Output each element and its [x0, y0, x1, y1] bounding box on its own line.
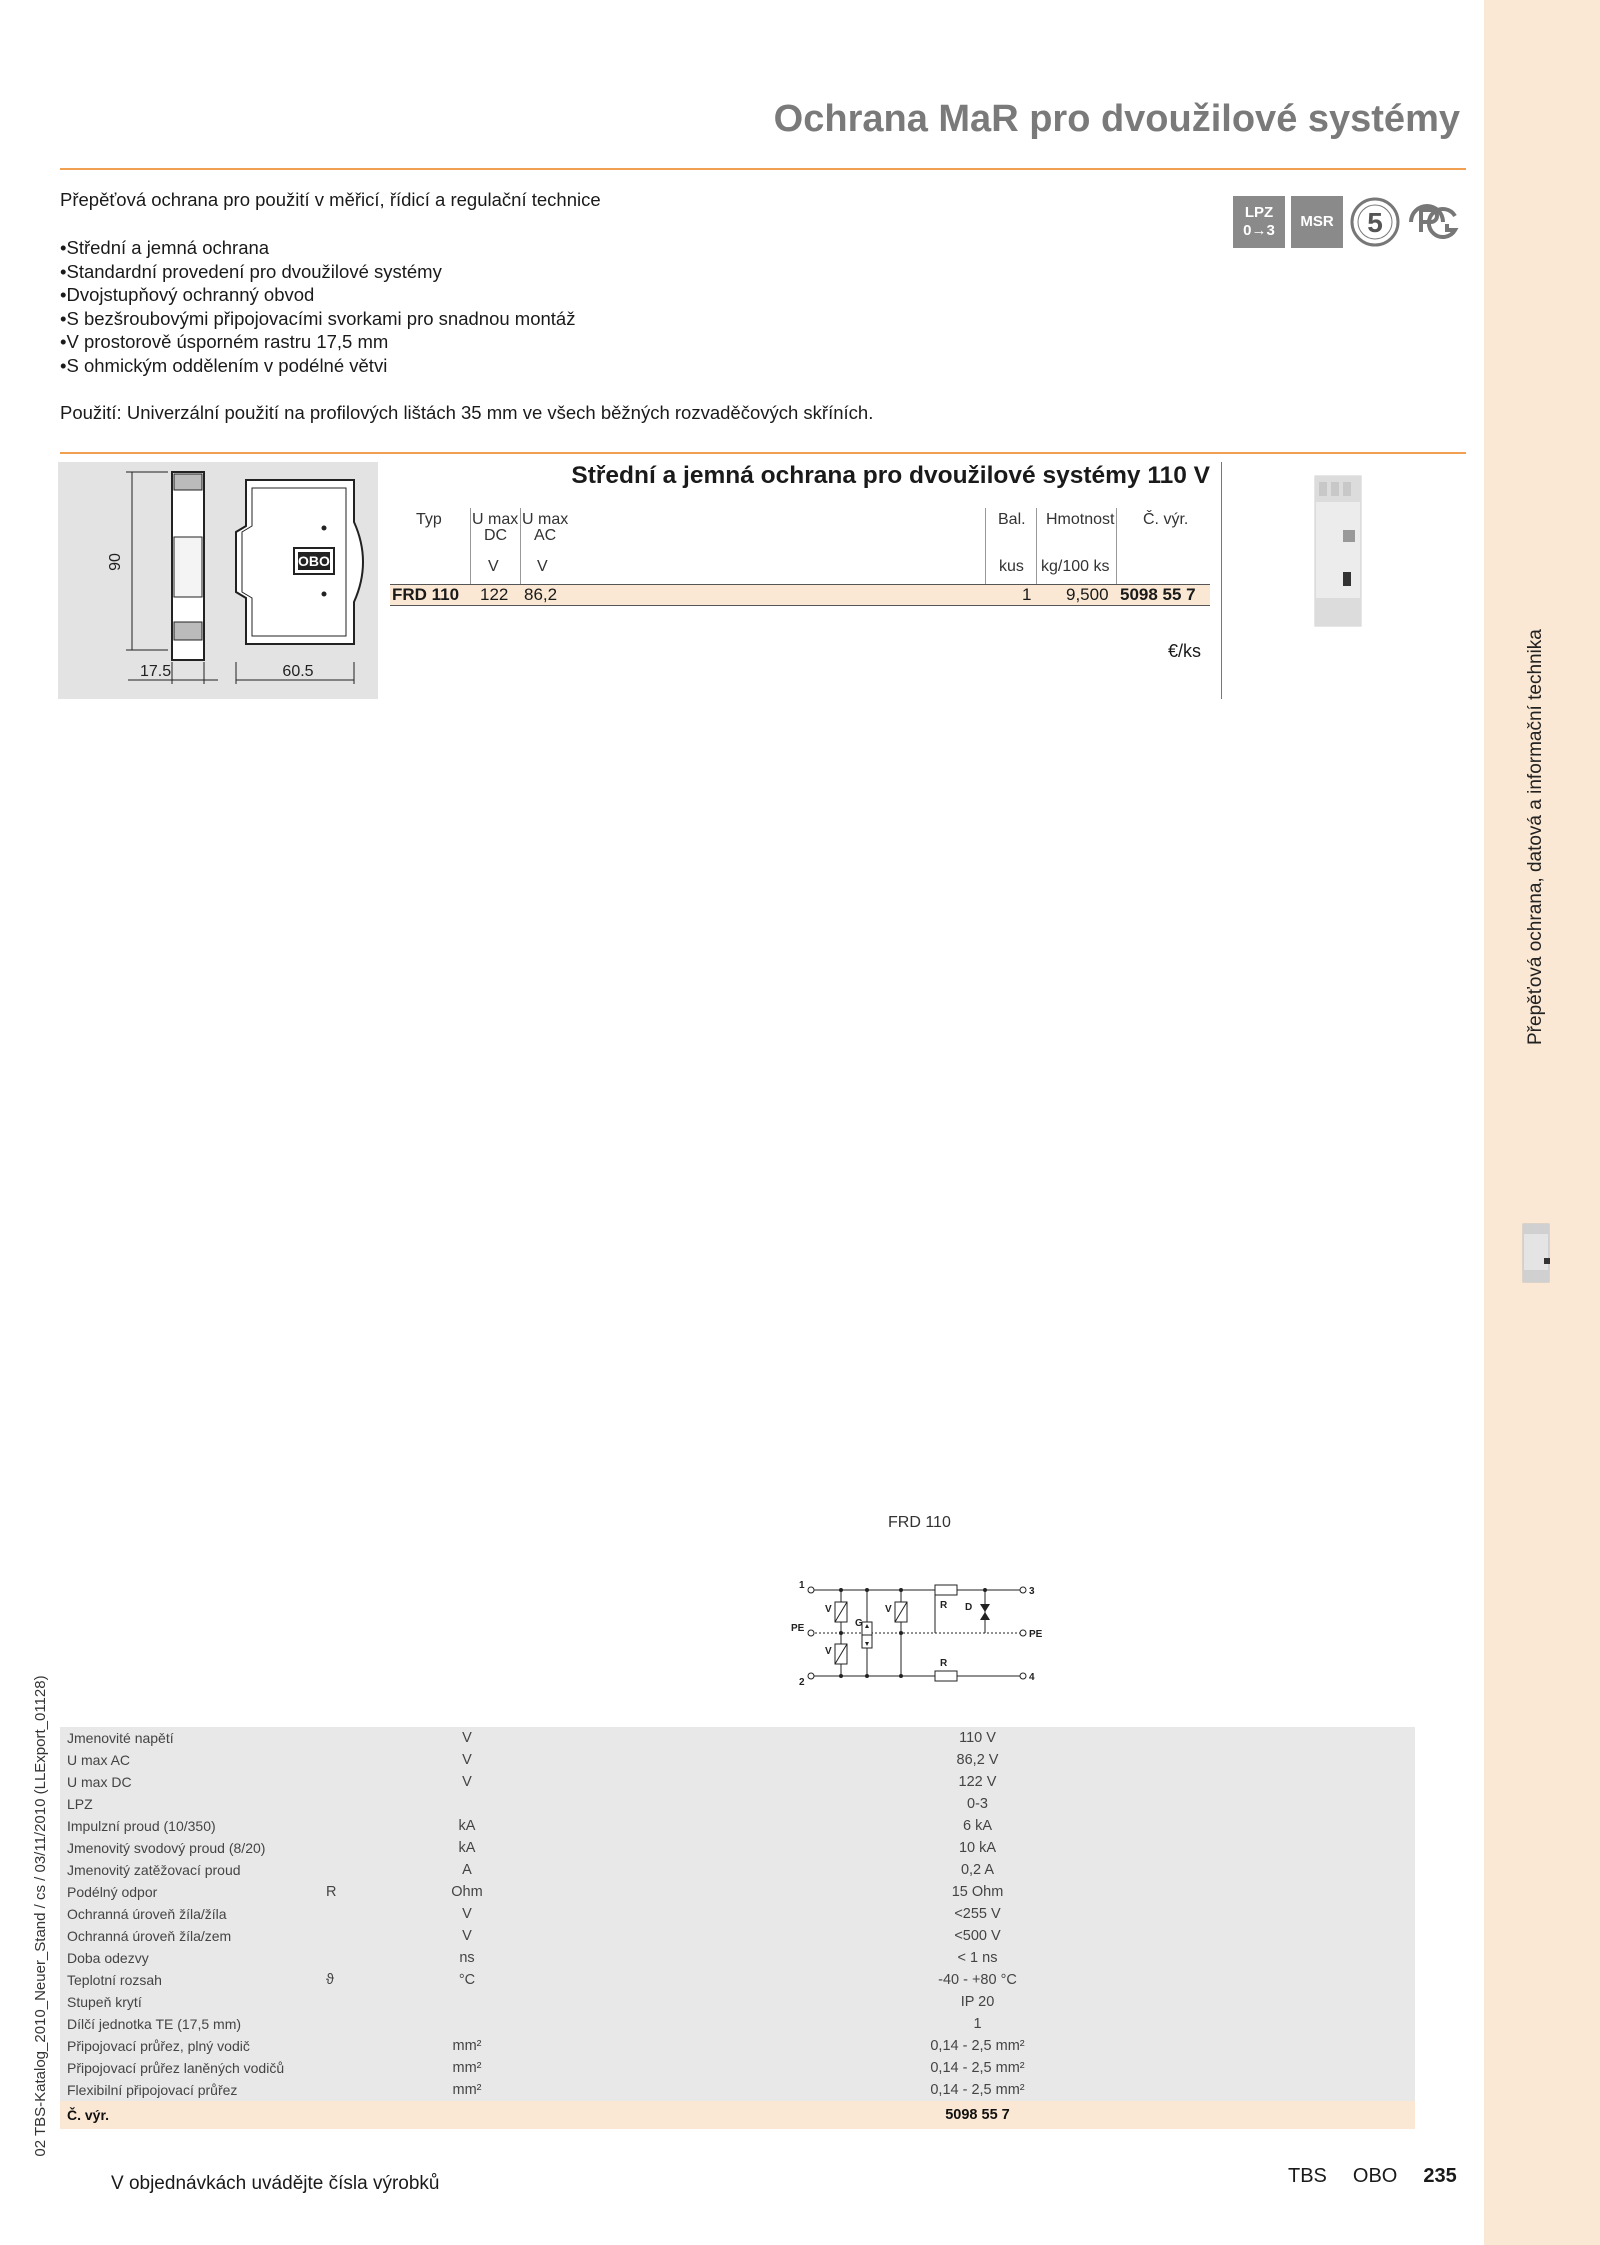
spec-name: Flexibilní připojovací průřez	[67, 2082, 238, 2098]
side-category-label: Přepěťová ochrana, datová a informační technika	[1525, 629, 1546, 1045]
table-row	[60, 1925, 1415, 1947]
spec-value: 5098 55 7	[540, 2101, 1415, 2129]
spec-name: Teplotní rozsah	[67, 1972, 162, 1988]
product-thumbnail-icon	[1520, 1222, 1554, 1286]
document-reference: 02 TBS-Katalog_2010_Neuer_Stand / cs / 03/11/2010 (LLExport_01128)	[32, 1675, 49, 2157]
five-year-warranty-icon	[1349, 196, 1401, 248]
spec-unit: Ohm	[451, 1884, 483, 1900]
varistor-label: V	[825, 1646, 832, 1657]
cell-umax-ac: 86,2	[524, 585, 558, 604]
width-dimension-1: 17.5	[140, 663, 172, 680]
table-row	[60, 1749, 1415, 1771]
spec-symbol	[326, 1859, 394, 1881]
column-header-umax-dc-line1: U max	[472, 511, 519, 528]
spec-unit: A	[462, 1862, 472, 1878]
five-year-mark: 5	[1367, 207, 1383, 238]
circuit-diagram	[791, 1578, 1045, 1688]
spec-symbol	[326, 2057, 394, 2079]
pin-2: 2	[799, 1677, 805, 1688]
spec-symbol	[326, 1837, 394, 1859]
column-header-cvyr: Č. výr.	[1143, 511, 1189, 528]
column-header-umax-dc-line2: DC	[484, 527, 508, 544]
spec-value: IP 20	[960, 1994, 995, 2010]
spec-unit: kA	[458, 1840, 476, 1856]
lpz-badge-line2: 0→3	[1243, 222, 1275, 239]
spec-value: < 1 ns	[957, 1950, 998, 1966]
column-header-umax-ac	[522, 512, 568, 544]
table-row	[60, 2079, 1415, 2101]
spec-name: Č. výr.	[60, 2101, 326, 2129]
feature-list	[60, 236, 575, 377]
page-title: Ochrana MaR pro dvoužilové systémy	[773, 98, 1460, 140]
msr-badge: MSR	[1291, 196, 1343, 248]
spec-unit: mm²	[452, 2060, 482, 2076]
table-row	[60, 1859, 1415, 1881]
pin-pe-right: PE	[1029, 1629, 1043, 1640]
spec-symbol	[326, 1749, 394, 1771]
table-row	[60, 1793, 1415, 1815]
table-row	[60, 1903, 1415, 1925]
table-row	[60, 2101, 1415, 2129]
pin-pe-left: PE	[791, 1623, 805, 1634]
cell-typ: FRD 110	[392, 585, 460, 604]
spec-unit	[394, 2013, 540, 2035]
spec-symbol	[326, 1815, 394, 1837]
spec-symbol	[326, 2013, 394, 2035]
spec-value: 1	[973, 2016, 982, 2032]
spec-symbol	[326, 1947, 394, 1969]
spec-name: Stupeň krytí	[67, 1994, 142, 2010]
intro-text: Přepěťová ochrana pro použití v měřicí, řídicí a regulační technice	[60, 189, 601, 210]
spec-name: Jmenovitý svodový proud (8/20)	[67, 1840, 266, 1856]
column-header-umax-ac-line1: U max	[522, 511, 569, 528]
spec-unit	[394, 1991, 540, 2013]
lpz-badge-line1: LPZ	[1244, 204, 1274, 221]
obo-logo: OBO	[298, 553, 330, 569]
specification-table	[60, 1727, 1415, 2129]
width-dimension-2: 60.5	[282, 663, 314, 680]
table-row	[60, 1727, 1415, 1749]
section-divider	[60, 452, 1466, 454]
spec-value: 10 kA	[958, 1840, 997, 1856]
spec-name: Doba odezvy	[67, 1950, 149, 1966]
cell-bal: 1	[1022, 585, 1032, 604]
table-row	[60, 1991, 1415, 2013]
spec-unit	[394, 2101, 540, 2129]
side-band	[1484, 0, 1600, 2245]
cell-hmotnost: 9,500	[1066, 585, 1109, 604]
pin-3: 3	[1029, 1586, 1035, 1597]
spec-name: LPZ	[67, 1796, 93, 1812]
list-item: • Dvojstupňový ochranný obvod	[60, 283, 575, 307]
table-row	[60, 1969, 1415, 1991]
header-divider	[60, 168, 1466, 170]
table-row	[60, 1771, 1415, 1793]
spec-name: Ochranná úroveň žíla/žíla	[67, 1906, 227, 1922]
height-dimension: 90	[107, 553, 124, 571]
spec-name: U max DC	[67, 1774, 132, 1790]
gas-discharge-label: G	[855, 1618, 863, 1629]
spec-symbol: ϑ	[326, 1972, 334, 1988]
spec-name: Impulzní proud (10/350)	[67, 1818, 216, 1834]
circuit-diagram-label: FRD 110	[888, 1514, 951, 1531]
table-row	[60, 2057, 1415, 2079]
certification-badges	[1233, 196, 1459, 248]
spec-symbol	[326, 1925, 394, 1947]
unit-ac: V	[537, 558, 548, 575]
spec-name: Jmenovitý zatěžovací proud	[67, 1862, 241, 1878]
dimension-drawing	[58, 462, 378, 699]
spec-symbol: R	[326, 1884, 337, 1900]
table-row	[60, 1815, 1415, 1837]
spec-value: <500 V	[954, 1928, 1001, 1944]
spec-unit: ns	[459, 1950, 475, 1966]
column-header-hmotnost: Hmotnost	[1046, 511, 1115, 528]
pin-1: 1	[799, 1580, 805, 1591]
spec-name: Dílčí jednotka TE (17,5 mm)	[67, 2016, 242, 2032]
product-table-title: Střední a jemná ochrana pro dvoužilové systémy 110 V	[571, 462, 1210, 489]
resistor-label: R	[940, 1600, 948, 1611]
spec-value: 86,2 V	[956, 1752, 999, 1768]
spec-unit: V	[462, 1928, 472, 1944]
column-header-umax-dc	[472, 512, 518, 544]
spec-value: <255 V	[954, 1906, 1001, 1922]
spec-unit: °C	[458, 1972, 476, 1988]
spec-value: 0,14 - 2,5 mm²	[930, 2060, 1025, 2076]
table-row	[60, 1881, 1415, 1903]
column-header-bal: Bal.	[998, 511, 1026, 528]
unit-bal: kus	[999, 558, 1024, 575]
list-item: • S ohmickým oddělením v podélné větvi	[60, 354, 575, 378]
spec-name: Připojovací průřez laněných vodičů	[67, 2060, 285, 2076]
spec-unit: mm²	[452, 2082, 482, 2098]
spec-symbol	[326, 1793, 394, 1815]
spec-unit: V	[462, 1752, 472, 1768]
spec-value: 110 V	[959, 1730, 996, 1746]
spec-symbol	[326, 1771, 394, 1793]
spec-symbol	[326, 2035, 394, 2057]
column-header-typ: Typ	[416, 511, 442, 528]
spec-symbol	[326, 2101, 394, 2129]
list-item: • Střední a jemná ochrana	[60, 236, 575, 260]
spec-unit: mm²	[452, 2038, 482, 2054]
spec-symbol	[326, 1727, 394, 1749]
cell-umax-dc: 122	[480, 585, 509, 604]
spec-unit	[394, 1793, 540, 1815]
table-row	[60, 1837, 1415, 1859]
spec-symbol	[326, 1991, 394, 2013]
pct-certification-icon	[1407, 202, 1459, 242]
table-row	[60, 2013, 1415, 2035]
varistor-label: V	[885, 1604, 892, 1615]
spec-symbol	[326, 1903, 394, 1925]
usage-text: Použití: Univerzální použití na profilových lištách 35 mm ve všech běžných rozvaděčových skříních.	[60, 402, 874, 423]
spec-value: 0,14 - 2,5 mm²	[930, 2082, 1025, 2098]
table-right-border	[1221, 462, 1222, 699]
spec-unit: V	[462, 1730, 472, 1746]
footer-brand-obo: OBO	[1352, 2165, 1398, 2187]
price-unit: €/ks	[1168, 641, 1202, 661]
spec-value: 6 kA	[962, 1818, 992, 1834]
spec-name: U max AC	[67, 1752, 131, 1768]
spec-name: Připojovací průřez, plný vodič	[67, 2038, 250, 2054]
spec-name: Podélný odpor	[67, 1884, 158, 1900]
footer-brand-tbs: TBS	[1288, 2165, 1327, 2187]
column-header-umax-ac-line2: AC	[534, 527, 557, 544]
spec-value: 15 Ohm	[951, 1884, 1004, 1900]
footer-brand	[1288, 2165, 1457, 2188]
lpz-badge	[1233, 196, 1285, 248]
product-photo	[1305, 472, 1375, 632]
spec-value: 0,14 - 2,5 mm²	[930, 2038, 1025, 2054]
unit-hmotnost: kg/100 ks	[1041, 558, 1110, 575]
footer-note: V objednávkách uvádějte čísla výrobků	[111, 2173, 440, 2194]
list-item: • V prostorově úsporném rastru 17,5 mm	[60, 330, 575, 354]
list-item: • Standardní provedení pro dvoužilové systémy	[60, 260, 575, 284]
page-number: 235	[1423, 2165, 1457, 2187]
spec-unit: V	[462, 1774, 472, 1790]
spec-unit: V	[462, 1906, 472, 1922]
cell-cvyr: 5098 55 7	[1120, 585, 1196, 604]
table-row	[60, 1947, 1415, 1969]
unit-dc: V	[488, 558, 499, 575]
varistor-label: V	[825, 1604, 832, 1615]
spec-name: Ochranná úroveň žíla/zem	[67, 1928, 232, 1944]
spec-value: 122 V	[958, 1774, 997, 1790]
spec-symbol	[326, 2079, 394, 2101]
resistor-label: R	[940, 1658, 948, 1669]
spec-value: 0-3	[967, 1796, 988, 1812]
spec-value: 0,2 A	[960, 1862, 995, 1878]
table-row	[60, 2035, 1415, 2057]
spec-value: -40 - +80 °C	[938, 1972, 1017, 1988]
list-item: • S bezšroubovými připojovacími svorkami pro snadnou montáž	[60, 307, 575, 331]
diode-label: D	[965, 1602, 973, 1613]
spec-unit: kA	[458, 1818, 476, 1834]
spec-name: Jmenovité napětí	[67, 1730, 174, 1746]
pin-4: 4	[1029, 1672, 1035, 1683]
